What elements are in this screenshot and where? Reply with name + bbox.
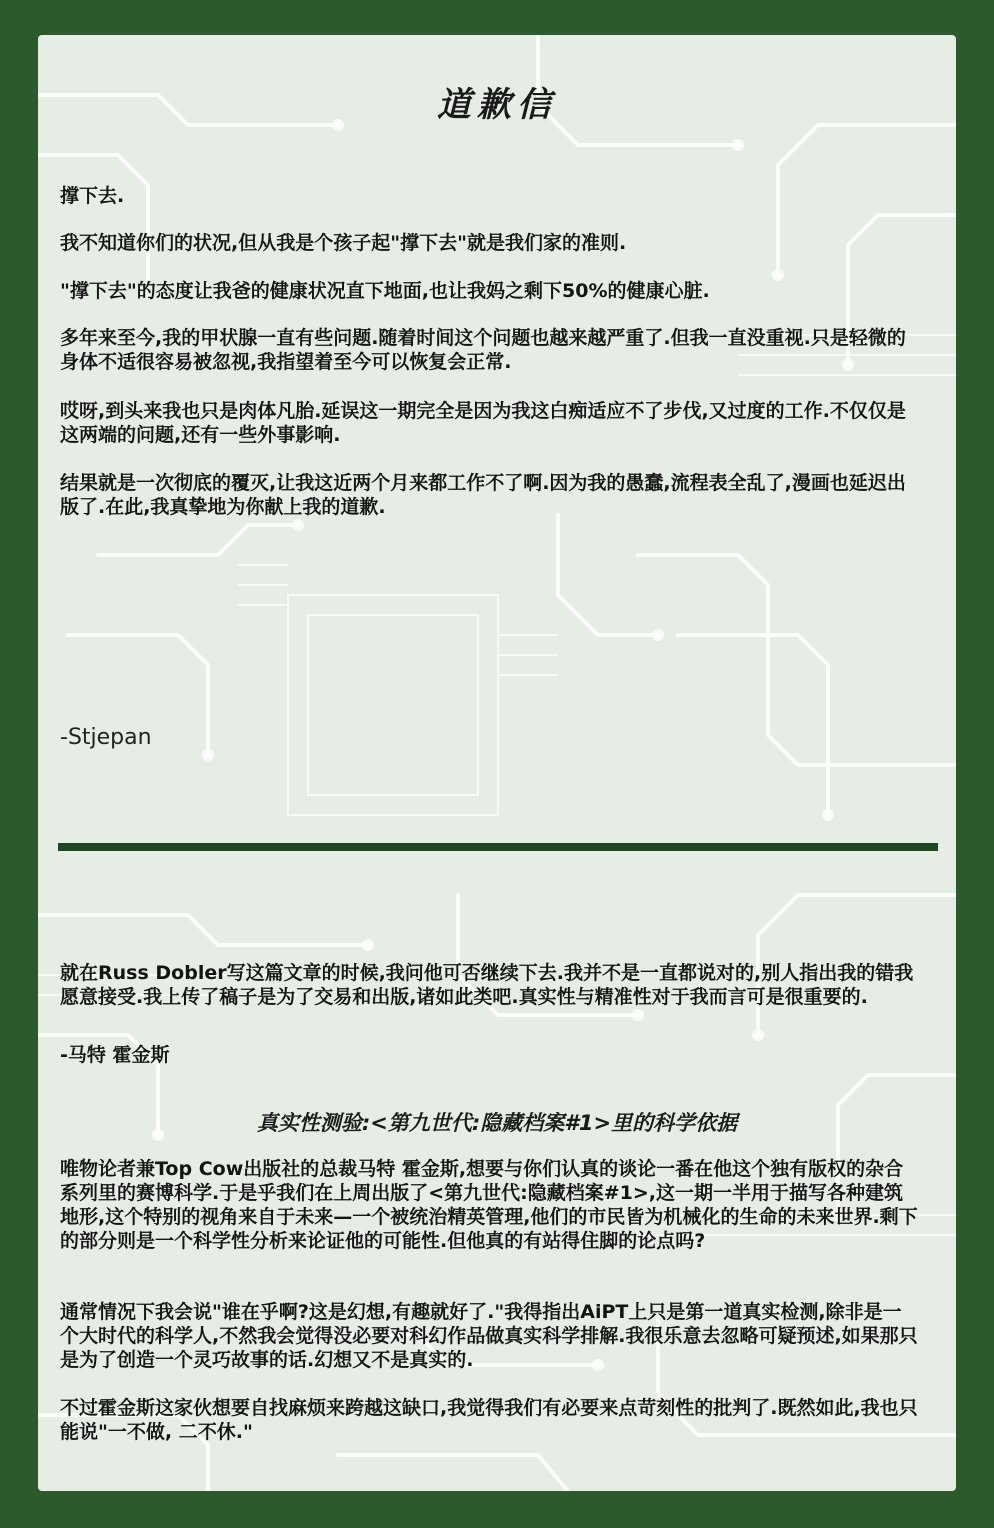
article-paragraph: 唯物论者兼Top Cow出版社的总裁马特 霍金斯,想要与你们认真的谈论一番在他这个独有版权的杂合系列里的赛博科学.于是乎我们在上周出版了<第九世代:隐藏档案#1>,这一期一半用于描写各种建筑地形,这个特别的视角来自于未来—一个被统治精英管理,他们的市民皆为机械化的生命的未来世界.剩下的部分则是一个科学性分析来论证他的可能性.但他真的有站得住脚的论点吗? (60, 1158, 918, 1252)
letter-paragraph: "撑下去"的态度让我爸的健康状况直下地面,也让我妈之剩下50%的健康心脏. (60, 280, 710, 302)
letter-paragraph: 撑下去. (60, 185, 125, 207)
section-divider (58, 843, 938, 851)
letter-paragraph: 哎呀,到头来我也只是肉体凡胎.延误这一期完全是因为我这白痴适应不了步伐,又过度的工作.不仅仅是这两端的问题,还有一些外事影响. (60, 400, 906, 446)
article-intro: 就在Russ Dobler写这篇文章的时候,我问他可否继续下去.我并不是一直都说对的,别人指出我的错我愿意接受.我上传了稿子是为了交易和出版,诸如此类吧.真实性与精准性对于我而言可是很重要的. (60, 962, 914, 1008)
letter-content (38, 35, 956, 1491)
article-heading: 真实性测验:<第九世代:隐藏档案#1>里的科学依据 (256, 1111, 738, 1135)
page-title: 道歉信 (437, 85, 557, 125)
letter-paragraph: 结果就是一次彻底的覆灭,让我这近两个月来都工作不了啊.因为我的愚蠢,流程表全乱了,漫画也延迟出版了.在此,我真挚地为你献上我的道歉. (60, 472, 906, 518)
letter-paragraph: 我不知道你们的状况,但从我是个孩子起"撑下去"就是我们家的准则. (60, 232, 627, 254)
article-intro-signature: -马特 霍金斯 (60, 1044, 170, 1066)
article-paragraph: 通常情况下我会说"谁在乎啊?这是幻想,有趣就好了."我得指出AiPT上只是第一道真实检测,除非是一个大时代的科学人,不然我会觉得没必要对科幻作品做真实科学排解.我很乐意去忽略可疑预述,如果那只是为了创造一个灵巧故事的话.幻想又不是真实的. (60, 1301, 918, 1371)
letter-paragraph: 多年来至今,我的甲状腺一直有些问题.随着时间这个问题也越来越严重了.但我一直没重视.只是轻微的身体不适很容易被忽视,我指望着至今可以恢复会正常. (60, 327, 906, 373)
letter-page (38, 35, 956, 1491)
letter-signature: -Stjepan (60, 725, 152, 750)
article-paragraph: 不过霍金斯这家伙想要自找麻烦来跨越这缺口,我觉得我们有必要来点苛刻性的批判了.既然如此,我也只能说"一不做, 二不休." (60, 1397, 918, 1443)
